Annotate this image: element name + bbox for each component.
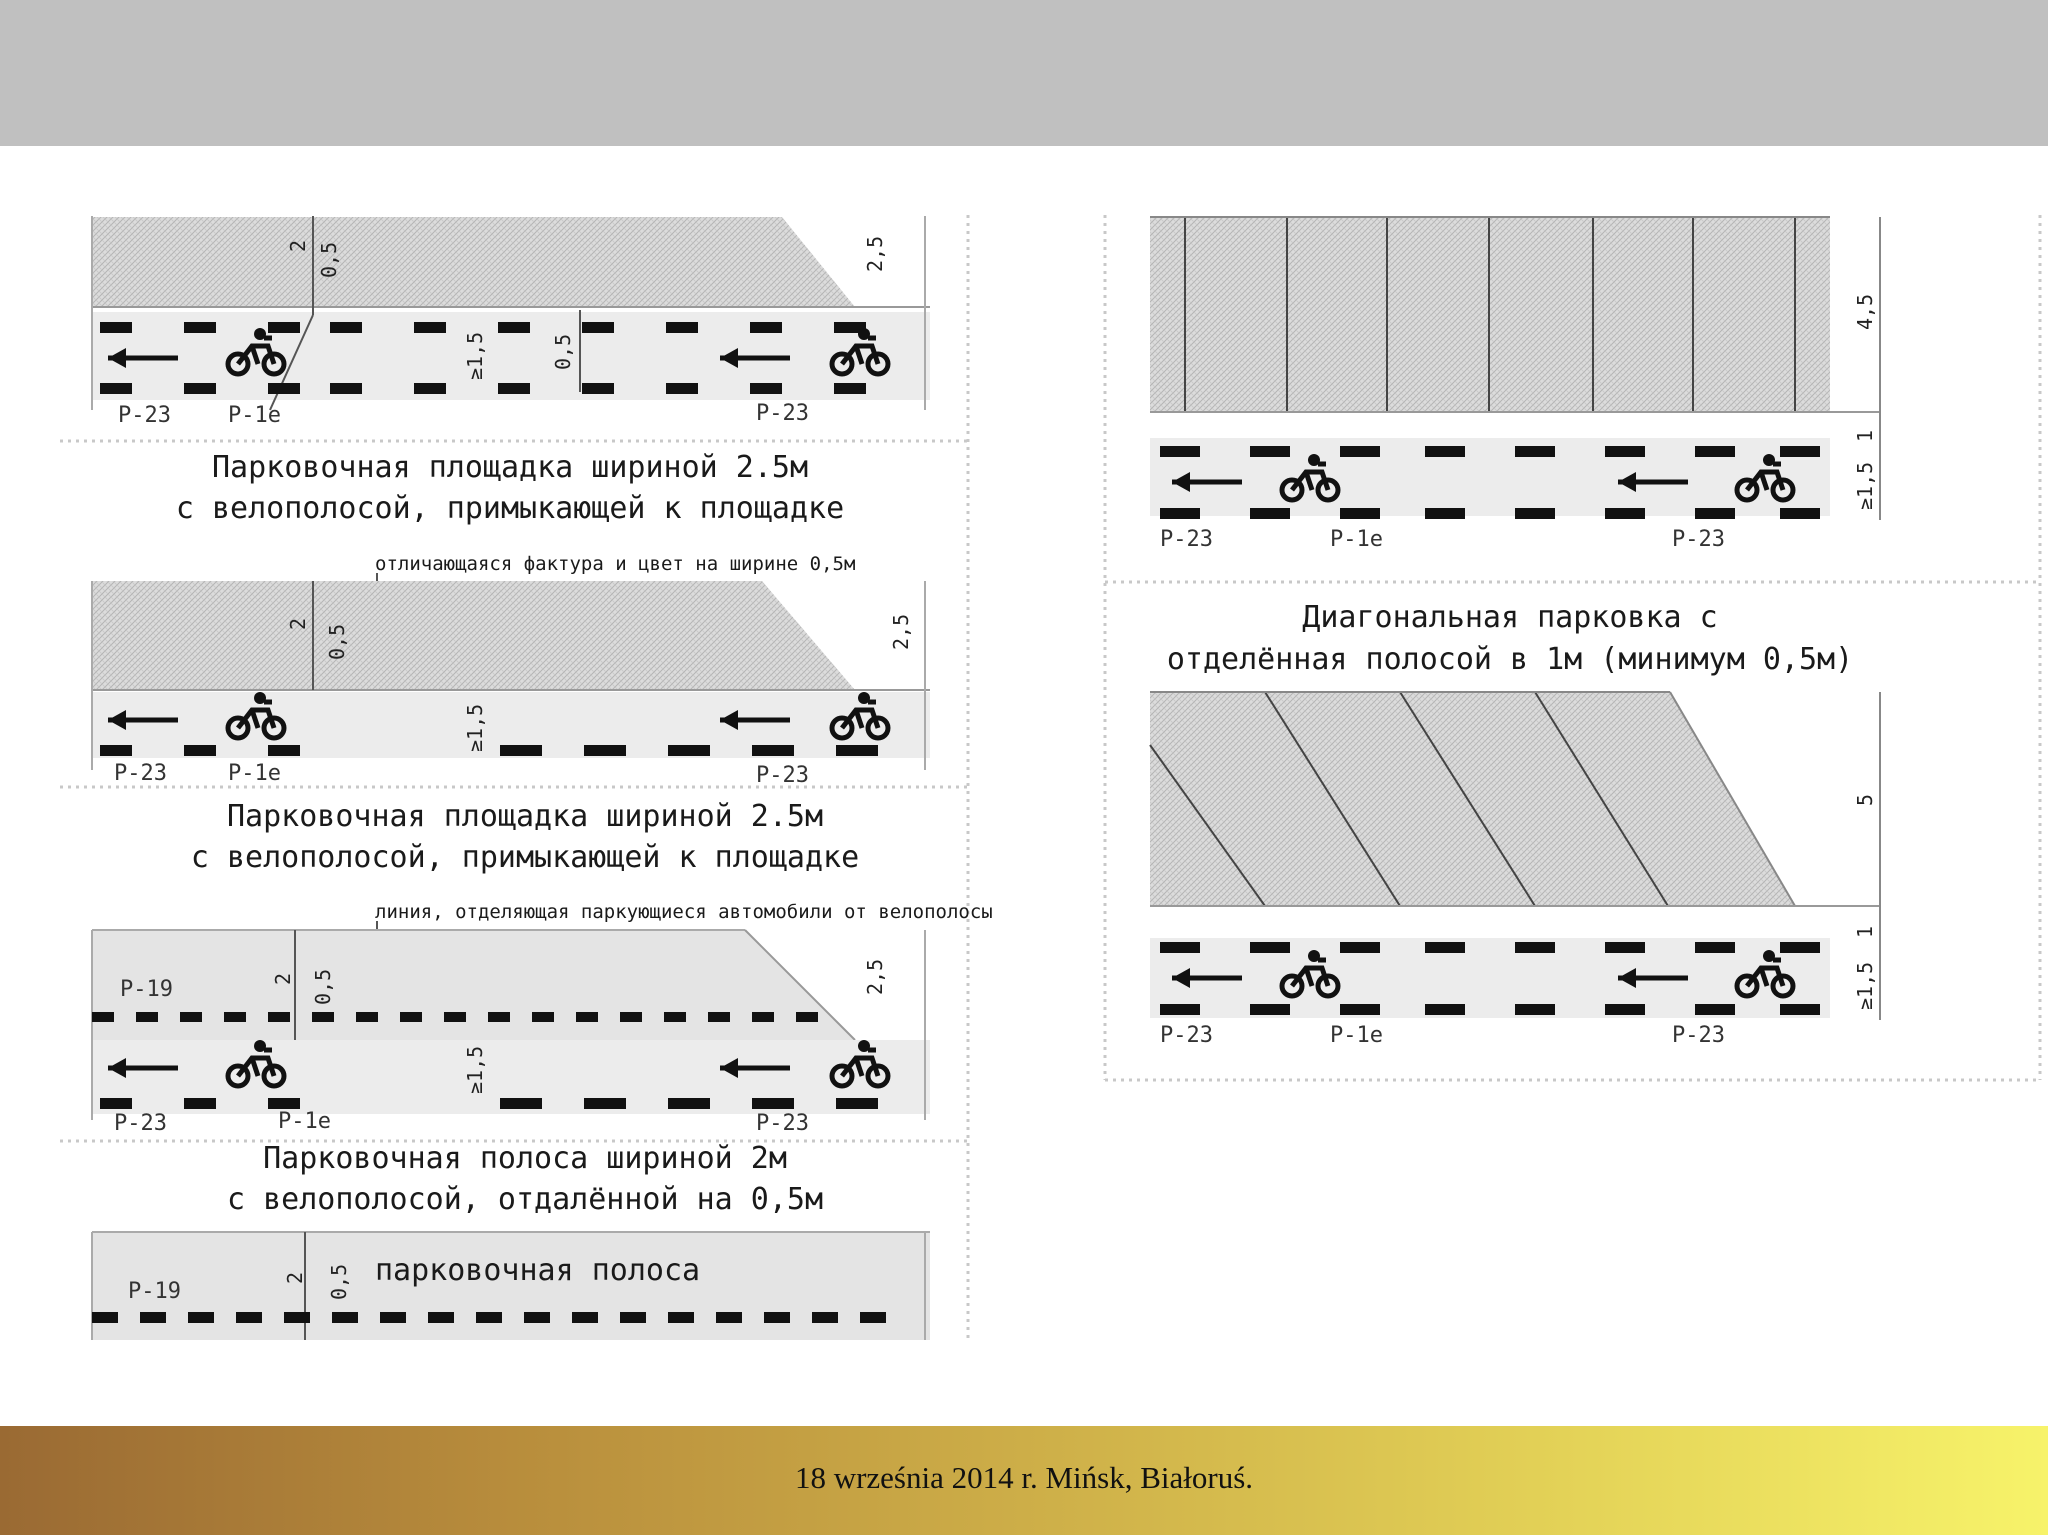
sign-mid: P-1e: [1330, 527, 1383, 552]
sign-right: P-23: [756, 763, 809, 788]
dim-2: 2: [286, 617, 310, 630]
sign-top: P-19: [120, 977, 173, 1002]
separator-note: линия, отделяющая паркующиеся автомобили от велополосы: [375, 901, 993, 923]
sign-left: P-23: [114, 1111, 167, 1136]
footer-text: 18 września 2014 r. Mińsk, Białoruś.: [794, 1460, 1254, 1495]
diagram-4: [92, 1232, 930, 1340]
sign-right: P-23: [756, 401, 809, 426]
sign-left: P-23: [114, 761, 167, 786]
dim-lane: ≥1,5: [463, 331, 487, 380]
sign-top: P-19: [128, 1279, 181, 1304]
caption-line1: Парковочная площадка шириной 2.5м: [211, 450, 809, 485]
dim-lane: ≥1,5: [463, 1045, 487, 1094]
dim-2-5: 2,5: [889, 613, 913, 650]
sign-mid: P-1e: [1330, 1023, 1383, 1048]
diagram-1: [60, 216, 968, 526]
sign-mid: P-1e: [278, 1109, 331, 1134]
diagram-3: [60, 901, 993, 1217]
dim-2: 2: [286, 239, 310, 252]
texture-note: отличающаяся фактура и цвет на ширине 0,5м: [375, 553, 856, 575]
dim-lane: ≥1,5: [463, 703, 487, 752]
caption-line1: Парковочная площадка шириной 2.5м: [226, 799, 824, 834]
dim-0-5: 0,5: [311, 968, 335, 1005]
dim-2-5: 2,5: [863, 958, 887, 995]
sign-mid: P-1e: [228, 403, 281, 428]
dim-0-5-lane: 0,5: [551, 333, 575, 370]
caption-line1: Парковочная полоса шириной 2м: [263, 1141, 787, 1176]
dim-0-5: 0,5: [327, 1263, 351, 1300]
sign-right: P-23: [756, 1111, 809, 1136]
dim-5: 5: [1853, 793, 1877, 806]
dim-2-5: 2,5: [863, 235, 887, 272]
sign-left: P-23: [1160, 1023, 1213, 1048]
dim-2: 2: [283, 1271, 307, 1284]
sign-right: P-23: [1672, 1023, 1725, 1048]
dim-2: 2: [271, 972, 295, 985]
sign-left: P-23: [118, 403, 171, 428]
dim-1: 1: [1853, 925, 1877, 938]
dim-4-5: 4,5: [1853, 293, 1877, 330]
caption-line2: отделённая полосой в 1м (минимум 0,5м): [1166, 642, 1854, 677]
sign-right: P-23: [1672, 527, 1725, 552]
diagram-2: [60, 553, 968, 875]
dim-lane: ≥1,5: [1853, 461, 1877, 510]
dim-1: 1: [1853, 429, 1877, 442]
footer-bar: [0, 1426, 2048, 1535]
caption-line2: с велополосой, примыкающей к площадке: [190, 840, 860, 875]
dim-0-5: 0,5: [317, 241, 341, 278]
lane-markings: [92, 1312, 886, 1323]
parking-lane-label: парковочная полоса: [375, 1253, 701, 1288]
caption-line2: с велополосой, примыкающей к площадке: [175, 491, 845, 526]
sign-left: P-23: [1160, 527, 1213, 552]
diagram-5: [1105, 217, 2040, 677]
diagram-6: [1105, 692, 2040, 1080]
sign-mid: P-1e: [228, 761, 281, 786]
dim-lane: ≥1,5: [1853, 961, 1877, 1010]
caption-line2: с велополосой, отдалённой на 0,5м: [226, 1182, 824, 1217]
caption-line1: Диагональная парковка с: [1302, 600, 1718, 635]
dim-0-5: 0,5: [325, 623, 349, 660]
